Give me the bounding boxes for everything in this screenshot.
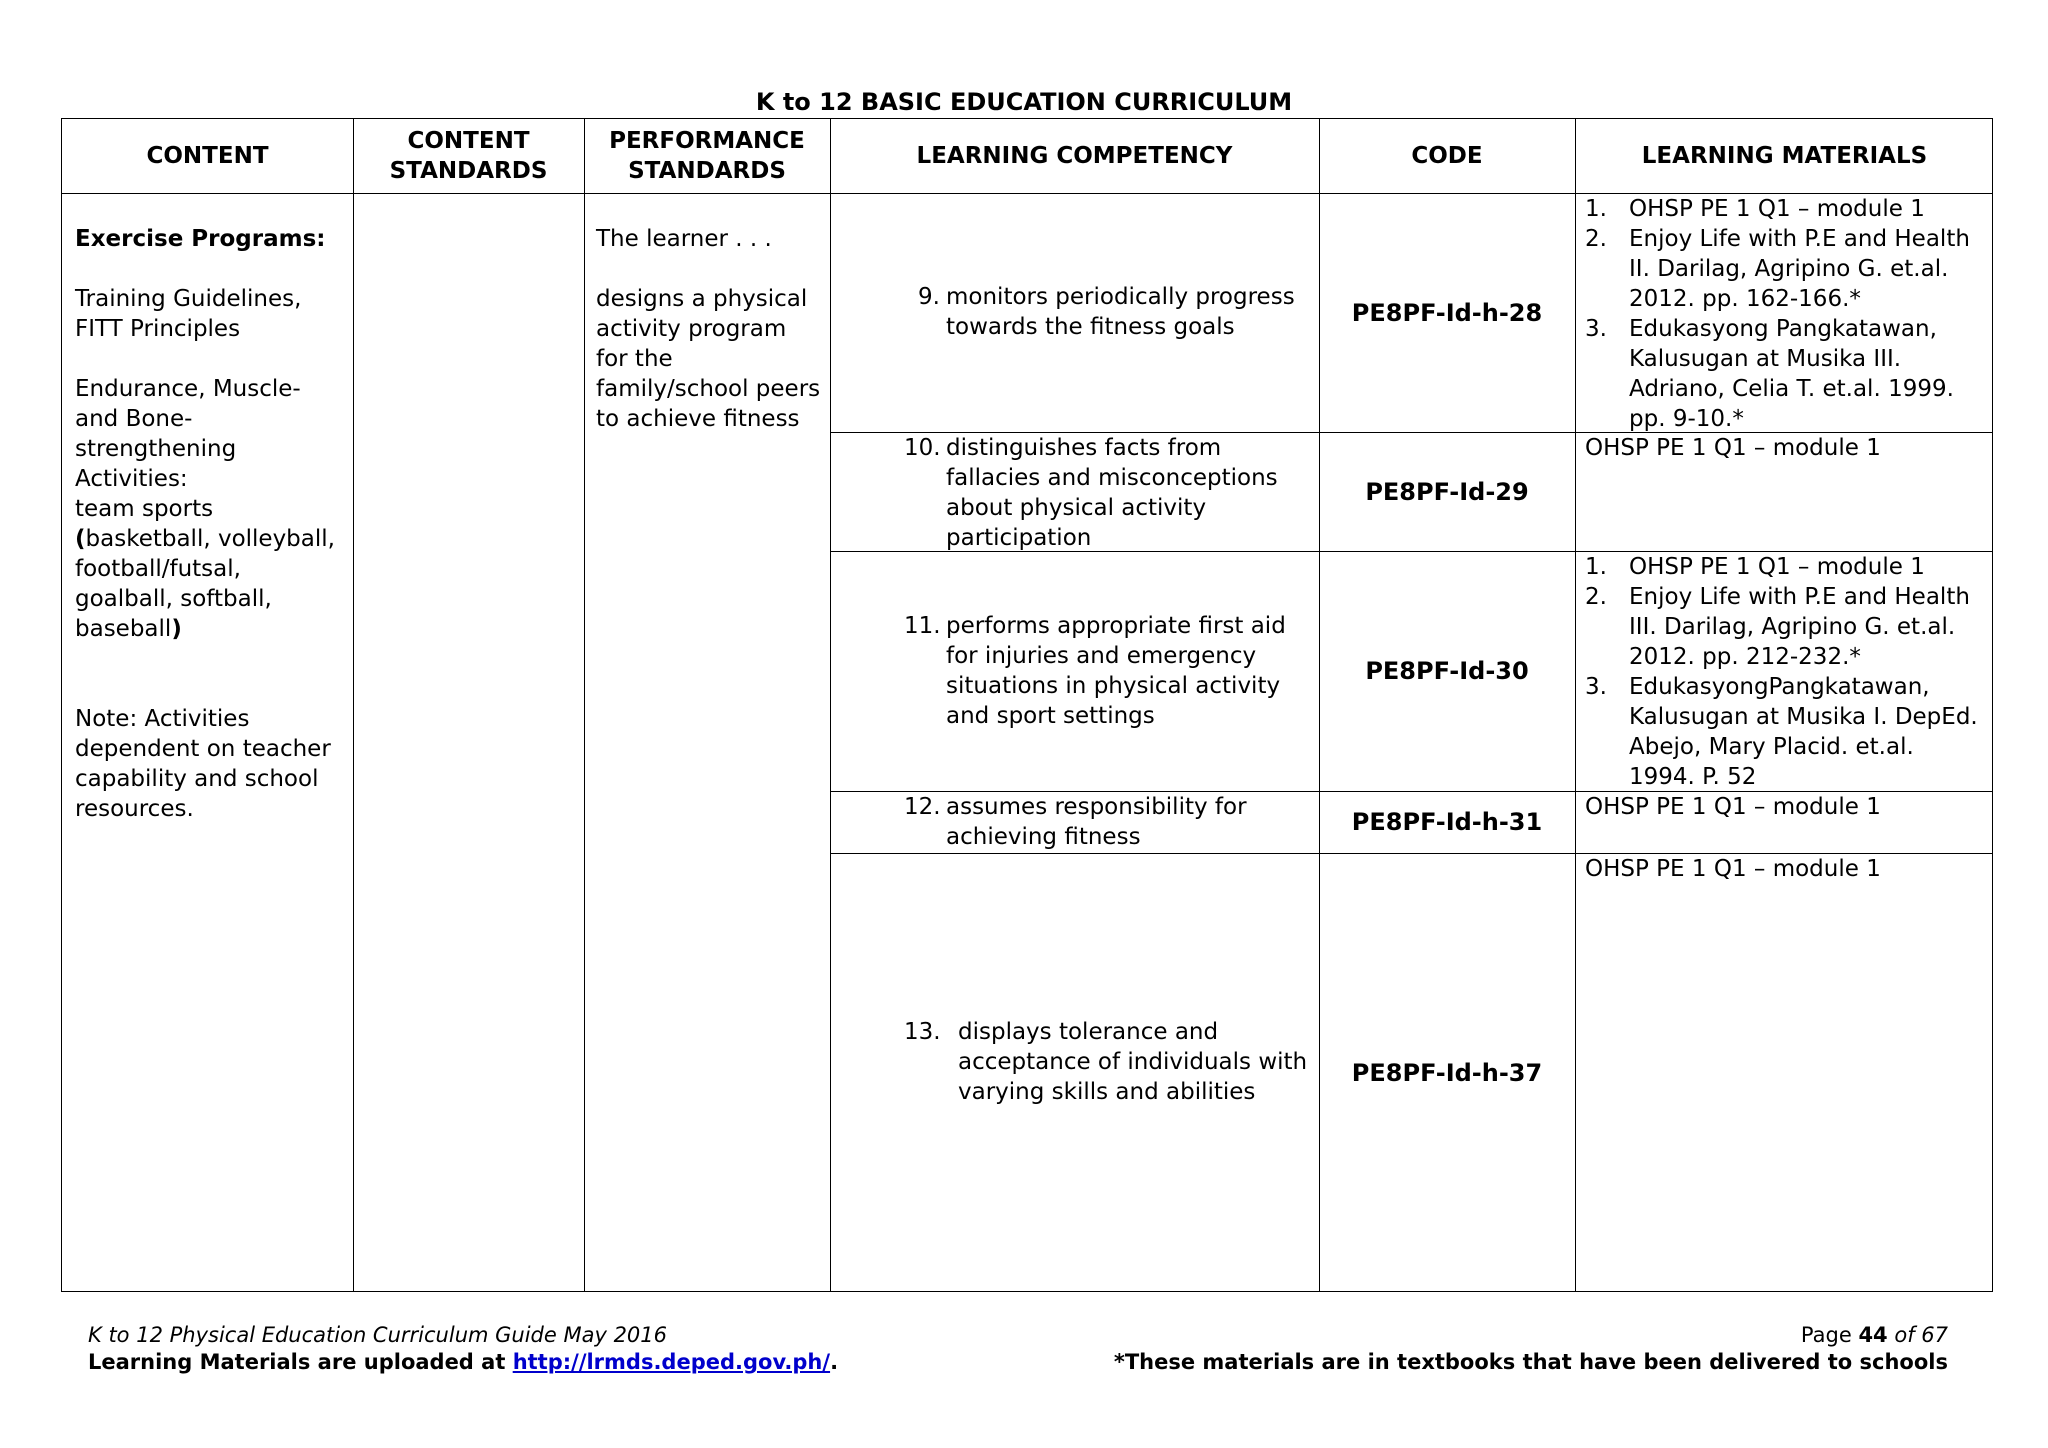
competency-12 <box>904 792 1308 852</box>
lrmds-link[interactable]: http://lrmds.deped.gov.ph/ <box>512 1350 831 1374</box>
content-sports-list: basketball, volleyball, football/futsal, goalball, softball, baseball <box>75 526 335 642</box>
competency-9 <box>918 282 1308 342</box>
competency-10 <box>904 433 1308 553</box>
paren-close: ) <box>171 616 182 642</box>
competency-number: 13. <box>904 1019 941 1045</box>
competency-text: displays tolerance and acceptance of individuals with varying skills and abilities <box>958 1019 1308 1105</box>
code-11: PE8PF-Id-30 <box>1365 657 1529 685</box>
content-cell <box>75 224 345 824</box>
performance-intro: The learner . . . <box>596 226 772 252</box>
page-number: 44 <box>1858 1323 1888 1347</box>
content-note: Note: Activities dependent on teacher capability and school resources. <box>75 706 331 822</box>
content-heading: Exercise Programs: <box>75 226 326 252</box>
performance-cell <box>596 224 822 434</box>
material-item: 2. Enjoy Life with P.E and Health III. Darilag, Agripino G. et.al. 2012. pp. 212-232.* <box>1585 584 1970 670</box>
materials-10: OHSP PE 1 Q1 – module 1 <box>1585 435 1881 461</box>
page-title: K to 12 BASIC EDUCATION CURRICULUM <box>755 88 1293 116</box>
material-item: 3. EdukasyongPangkatawan, Kalusugan at Musika I. DepEd. Abejo, Mary Placid. et.al. 1994. P. 52 <box>1585 674 1978 790</box>
material-item: 1. OHSP PE 1 Q1 – module 1 <box>1585 196 1925 222</box>
page-total: of 67 <box>1887 1323 1948 1347</box>
code-12: PE8PF-Id-h-31 <box>1351 808 1543 836</box>
header-content-standards: CONTENT STANDARDS <box>389 128 548 184</box>
content-team-sports-label: team sports <box>75 496 214 522</box>
curriculum-table <box>61 118 1993 1292</box>
competency-number: 10. <box>904 435 941 461</box>
competency-text: distinguishes facts from fallacies and misconceptions about physical activity participation <box>946 435 1278 551</box>
column-divider <box>353 119 354 1291</box>
code-9: PE8PF-Id-h-28 <box>1351 298 1543 327</box>
code-10: PE8PF-Id-29 <box>1365 477 1529 506</box>
header-code: CODE <box>1411 143 1483 169</box>
column-divider <box>584 119 585 1291</box>
competency-text: performs appropriate first aid for injuries and emergency situations in physical activity and sport settings <box>946 613 1286 729</box>
material-item: 3. Edukasyong Pangkatawan, Kalusugan at Musika III. Adriano, Celia T. et.al. 1999. pp. 9-10.* <box>1585 316 1954 432</box>
header-learning-materials: LEARNING MATERIALS <box>1641 143 1928 169</box>
column-divider <box>830 119 831 1291</box>
header-learning-competency: LEARNING COMPETENCY <box>916 143 1233 169</box>
competency-13 <box>904 1017 1308 1107</box>
material-item: 2. Enjoy Life with P.E and Health II. Darilag, Agripino G. et.al. 2012. pp. 162-166.* <box>1585 226 1970 312</box>
materials-11 <box>1585 552 1985 792</box>
page-label: Page <box>1800 1323 1859 1347</box>
competency-11 <box>904 611 1308 731</box>
footer-textbook-note: *These materials are in textbooks that have been delivered to schools <box>1113 1350 1948 1374</box>
material-item: 1. OHSP PE 1 Q1 – module 1 <box>1585 554 1925 580</box>
content-team-sports <box>75 494 345 644</box>
code-13: PE8PF-Id-h-37 <box>1351 1059 1543 1087</box>
footer-uploaded <box>88 1349 838 1376</box>
content-activities: Endurance, Muscle- and Bone-strengthening Activities: <box>75 376 301 492</box>
footer-page <box>1801 1322 1948 1349</box>
paren-open: ( <box>75 526 86 552</box>
footer-period: . <box>830 1350 839 1374</box>
header-content: CONTENT <box>146 143 269 169</box>
performance-text: designs a physical activity program for the family/school peers to achieve fitness <box>596 286 821 432</box>
competency-number: 9. <box>918 284 940 310</box>
column-divider <box>1575 119 1576 1291</box>
competency-text: monitors periodically progress towards the fitness goals <box>946 284 1295 340</box>
materials-12: OHSP PE 1 Q1 – module 1 <box>1585 794 1881 820</box>
footer-guide: K to 12 Physical Education Curriculum Guide May 2016 <box>88 1323 668 1347</box>
header-performance-standards: PERFORMANCE STANDARDS <box>609 128 805 184</box>
competency-number: 12. <box>904 794 941 820</box>
content-training-guidelines: Training Guidelines, FITT Principles <box>75 286 302 342</box>
materials-13: OHSP PE 1 Q1 – module 1 <box>1585 856 1881 882</box>
materials-9 <box>1585 194 1985 434</box>
footer-uploaded-text: Learning Materials are uploaded at <box>88 1350 513 1374</box>
competency-text: assumes responsibility for achieving fitness <box>946 794 1247 850</box>
competency-number: 11. <box>904 613 941 639</box>
